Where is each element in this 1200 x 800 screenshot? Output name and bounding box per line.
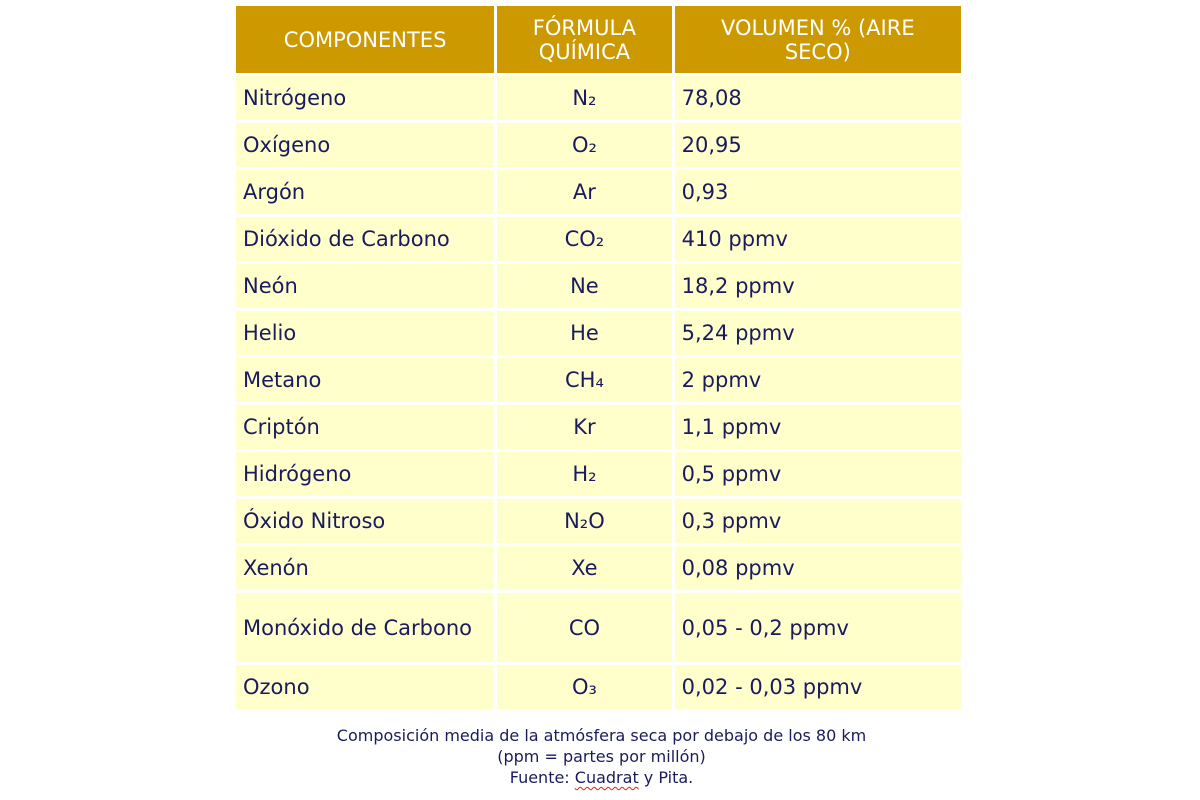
formula-cell: H₂ bbox=[497, 452, 671, 496]
component-cell: Óxido Nitroso bbox=[236, 499, 494, 543]
component-cell: Oxígeno bbox=[236, 123, 494, 167]
caption-source bbox=[236, 767, 967, 788]
volume-cell: 0,08 ppmv bbox=[675, 546, 961, 590]
component-cell: Argón bbox=[236, 170, 494, 214]
caption-units-note: (ppm = partes por millón) bbox=[497, 747, 706, 766]
formula-cell: CO bbox=[497, 593, 671, 662]
volume-cell: 18,2 ppmv bbox=[675, 264, 961, 308]
volume-cell: 0,05 - 0,2 ppmv bbox=[675, 593, 961, 662]
volume-cell: 0,93 bbox=[675, 170, 961, 214]
volume-cell: 5,24 ppmv bbox=[675, 311, 961, 355]
table-header-row bbox=[236, 6, 961, 73]
caption-source-prefix: Fuente: bbox=[509, 768, 575, 787]
volume-cell: 410 ppmv bbox=[675, 217, 961, 261]
volume-cell: 20,95 bbox=[675, 123, 961, 167]
composition-table-container bbox=[236, 3, 967, 712]
formula-cell: CO₂ bbox=[497, 217, 671, 261]
formula-cell: Kr bbox=[497, 405, 671, 449]
formula-cell: O₂ bbox=[497, 123, 671, 167]
header-formula-line2: QUÍMICA bbox=[538, 39, 631, 64]
caption-source-author: Cuadrat bbox=[574, 768, 639, 787]
formula-cell: Xe bbox=[497, 546, 671, 590]
table-row bbox=[236, 123, 961, 167]
table-row bbox=[236, 217, 961, 261]
header-components-label: COMPONENTES bbox=[283, 27, 447, 52]
table-row bbox=[236, 170, 961, 214]
component-cell: Metano bbox=[236, 358, 494, 402]
component-cell: Monóxido de Carbono bbox=[236, 593, 494, 662]
volume-cell: 2 ppmv bbox=[675, 358, 961, 402]
formula-cell: O₃ bbox=[497, 665, 671, 709]
header-formula bbox=[497, 6, 671, 73]
volume-cell: 0,3 ppmv bbox=[675, 499, 961, 543]
table-caption bbox=[236, 725, 967, 788]
formula-cell: Ar bbox=[497, 170, 671, 214]
component-cell: Ozono bbox=[236, 665, 494, 709]
caption-source-suffix: y Pita. bbox=[638, 768, 694, 787]
table-row bbox=[236, 593, 961, 662]
volume-cell: 0,02 - 0,03 ppmv bbox=[675, 665, 961, 709]
header-volume-line1: VOLUMEN % (AIRE bbox=[721, 15, 915, 40]
component-cell: Nitrógeno bbox=[236, 76, 494, 120]
volume-cell: 78,08 bbox=[675, 76, 961, 120]
header-volume bbox=[675, 6, 961, 73]
table-row bbox=[236, 76, 961, 120]
table-row bbox=[236, 452, 961, 496]
formula-cell: CH₄ bbox=[497, 358, 671, 402]
table-row bbox=[236, 264, 961, 308]
table-row bbox=[236, 665, 961, 709]
table-row bbox=[236, 499, 961, 543]
component-cell: Xenón bbox=[236, 546, 494, 590]
header-formula-line1: FÓRMULA bbox=[532, 15, 637, 40]
caption-description: Composición media de la atmósfera seca por debajo de los 80 km bbox=[336, 726, 867, 745]
header-volume-line2: SECO) bbox=[784, 39, 851, 64]
formula-cell: N₂ bbox=[497, 76, 671, 120]
formula-cell: Ne bbox=[497, 264, 671, 308]
table-row bbox=[236, 311, 961, 355]
component-cell: Neón bbox=[236, 264, 494, 308]
table-row bbox=[236, 358, 961, 402]
volume-cell: 0,5 ppmv bbox=[675, 452, 961, 496]
component-cell: Helio bbox=[236, 311, 494, 355]
component-cell: Dióxido de Carbono bbox=[236, 217, 494, 261]
table-row bbox=[236, 546, 961, 590]
volume-cell: 1,1 ppmv bbox=[675, 405, 961, 449]
component-cell: Hidrógeno bbox=[236, 452, 494, 496]
formula-cell: He bbox=[497, 311, 671, 355]
formula-cell: N₂O bbox=[497, 499, 671, 543]
component-cell: Criptón bbox=[236, 405, 494, 449]
header-components bbox=[236, 6, 494, 73]
atmosphere-composition-table bbox=[233, 3, 964, 712]
table-row bbox=[236, 405, 961, 449]
